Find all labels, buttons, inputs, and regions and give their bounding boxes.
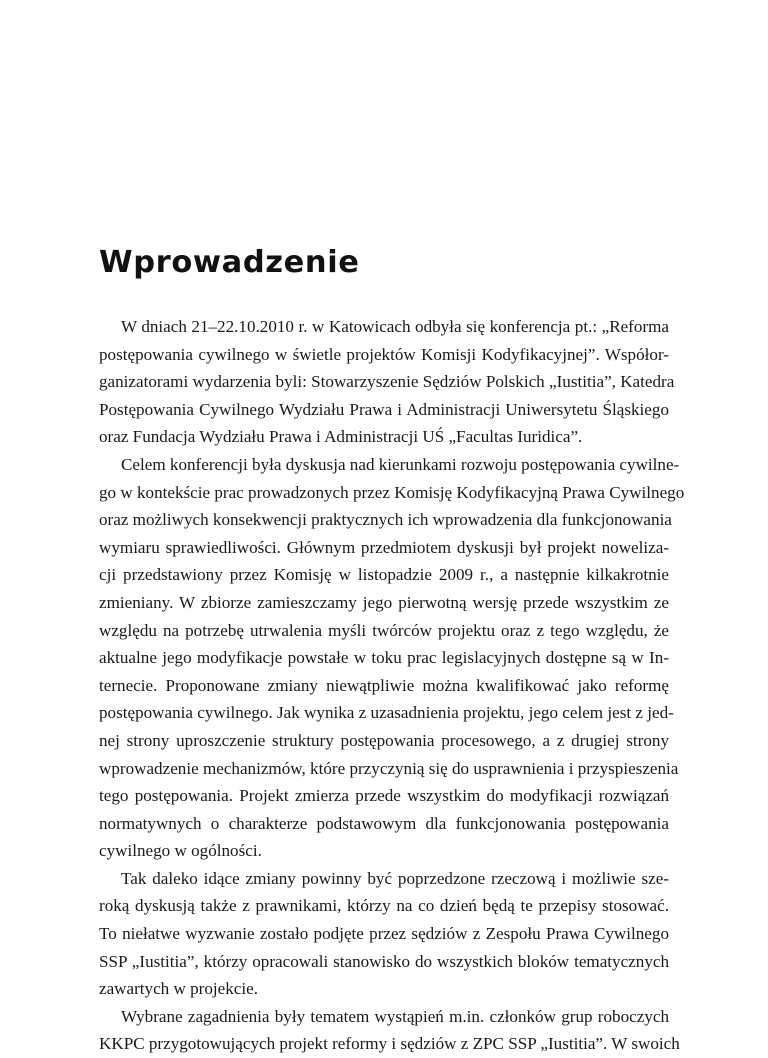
text-line: W dniach 21–22.10.2010 r. w Katowicach odbyła się konferencja pt.: „Reforma [121, 317, 669, 336]
text-line: wymiaru sprawiedliwości. Głównym przedmiotem dyskusji był projekt noweliza- [99, 537, 669, 557]
text-line: zawartych w projekcie. [99, 979, 258, 999]
text-line: KKPC przygotowujących projekt reformy i sędziów z ZPC SSP „Iustitia”. W swoich [99, 1034, 680, 1054]
text-line: Wybrane zagadnienia były tematem wystąpień m.in. członków grup roboczych [121, 1006, 669, 1026]
text-line: Tak daleko idące zmiany powinny być poprzedzone rzeczową i możliwie sze- [121, 868, 669, 888]
text-line: Celem konferencji była dyskusja nad kierunkami rozwoju postępowania cywilne- [121, 454, 680, 474]
text-line: tego postępowania. Projekt zmierza przede wszystkim do modyfikacji rozwiązań [99, 786, 669, 806]
text-line: normatywnych o charakterze podstawowym dla funkcjonowania postępowania [99, 813, 669, 833]
chapter-title: Wprowadzenie [99, 245, 360, 280]
text-line: oraz Fundacja Wydziału Prawa i Administracji UŚ „Facultas Iuridica”. [99, 427, 583, 447]
text-line: cywilnego w ogólności. [99, 841, 262, 861]
text-line: cji przedstawiony przez Komisję w listopadzie 2009 r., a następnie kilkakrotnie [99, 565, 669, 585]
text-line: aktualne jego modyfikacje powstałe w toku prac legislacyjnych dostępne są w In- [99, 648, 669, 668]
text-line: SSP „Iustitia”, którzy opracowali stanowisko do wszystkich bloków tematycznych [99, 951, 669, 971]
text-line: nej strony uproszczenie struktury postępowania procesowego, a z drugiej strony [99, 730, 669, 750]
text-line: względu na potrzebę utrwalenia myśli twórców projektu oraz z tego względu, że [99, 620, 669, 640]
text-line: postępowania cywilnego. Jak wynika z uzasadnienia projektu, jego celem jest z jed- [99, 703, 674, 723]
text-line: zmieniany. W zbiorze zamieszczamy jego pierwotną wersję przede wszystkim ze [99, 592, 669, 612]
text-line: oraz możliwych konsekwencji praktycznych ich wprowadzenia dla funkcjonowania [99, 510, 672, 530]
text-line: ternecie. Proponowane zmiany niewątpliwie można kwalifikować jako reformę [99, 675, 669, 695]
text-line: ganizatorami wydarzenia byli: Stowarzyszenie Sędziów Polskich „Iustitia”, Katedra [99, 372, 675, 392]
text-line: Postępowania Cywilnego Wydziału Prawa i Administracji Uniwersytetu Śląskiego [99, 399, 669, 419]
text-line: roką dyskusją także z prawnikami, którzy na co dzień będą te przepisy stosować. [99, 896, 669, 916]
text-line: go w kontekście prac prowadzonych przez Komisję Kodyfikacyjną Prawa Cywilnego [99, 482, 685, 502]
text-line: postępowania cywilnego w świetle projektów Komisji Kodyfikacyjnej”. Współor- [99, 344, 669, 364]
text-line: To niełatwe wyzwanie zostało podjęte przez sędziów z Zespołu Prawa Cywilnego [99, 924, 669, 944]
text-line: wprowadzenie mechanizmów, które przyczynią się do usprawnienia i przyspieszenia [99, 758, 679, 778]
body-text [99, 313, 685, 1058]
